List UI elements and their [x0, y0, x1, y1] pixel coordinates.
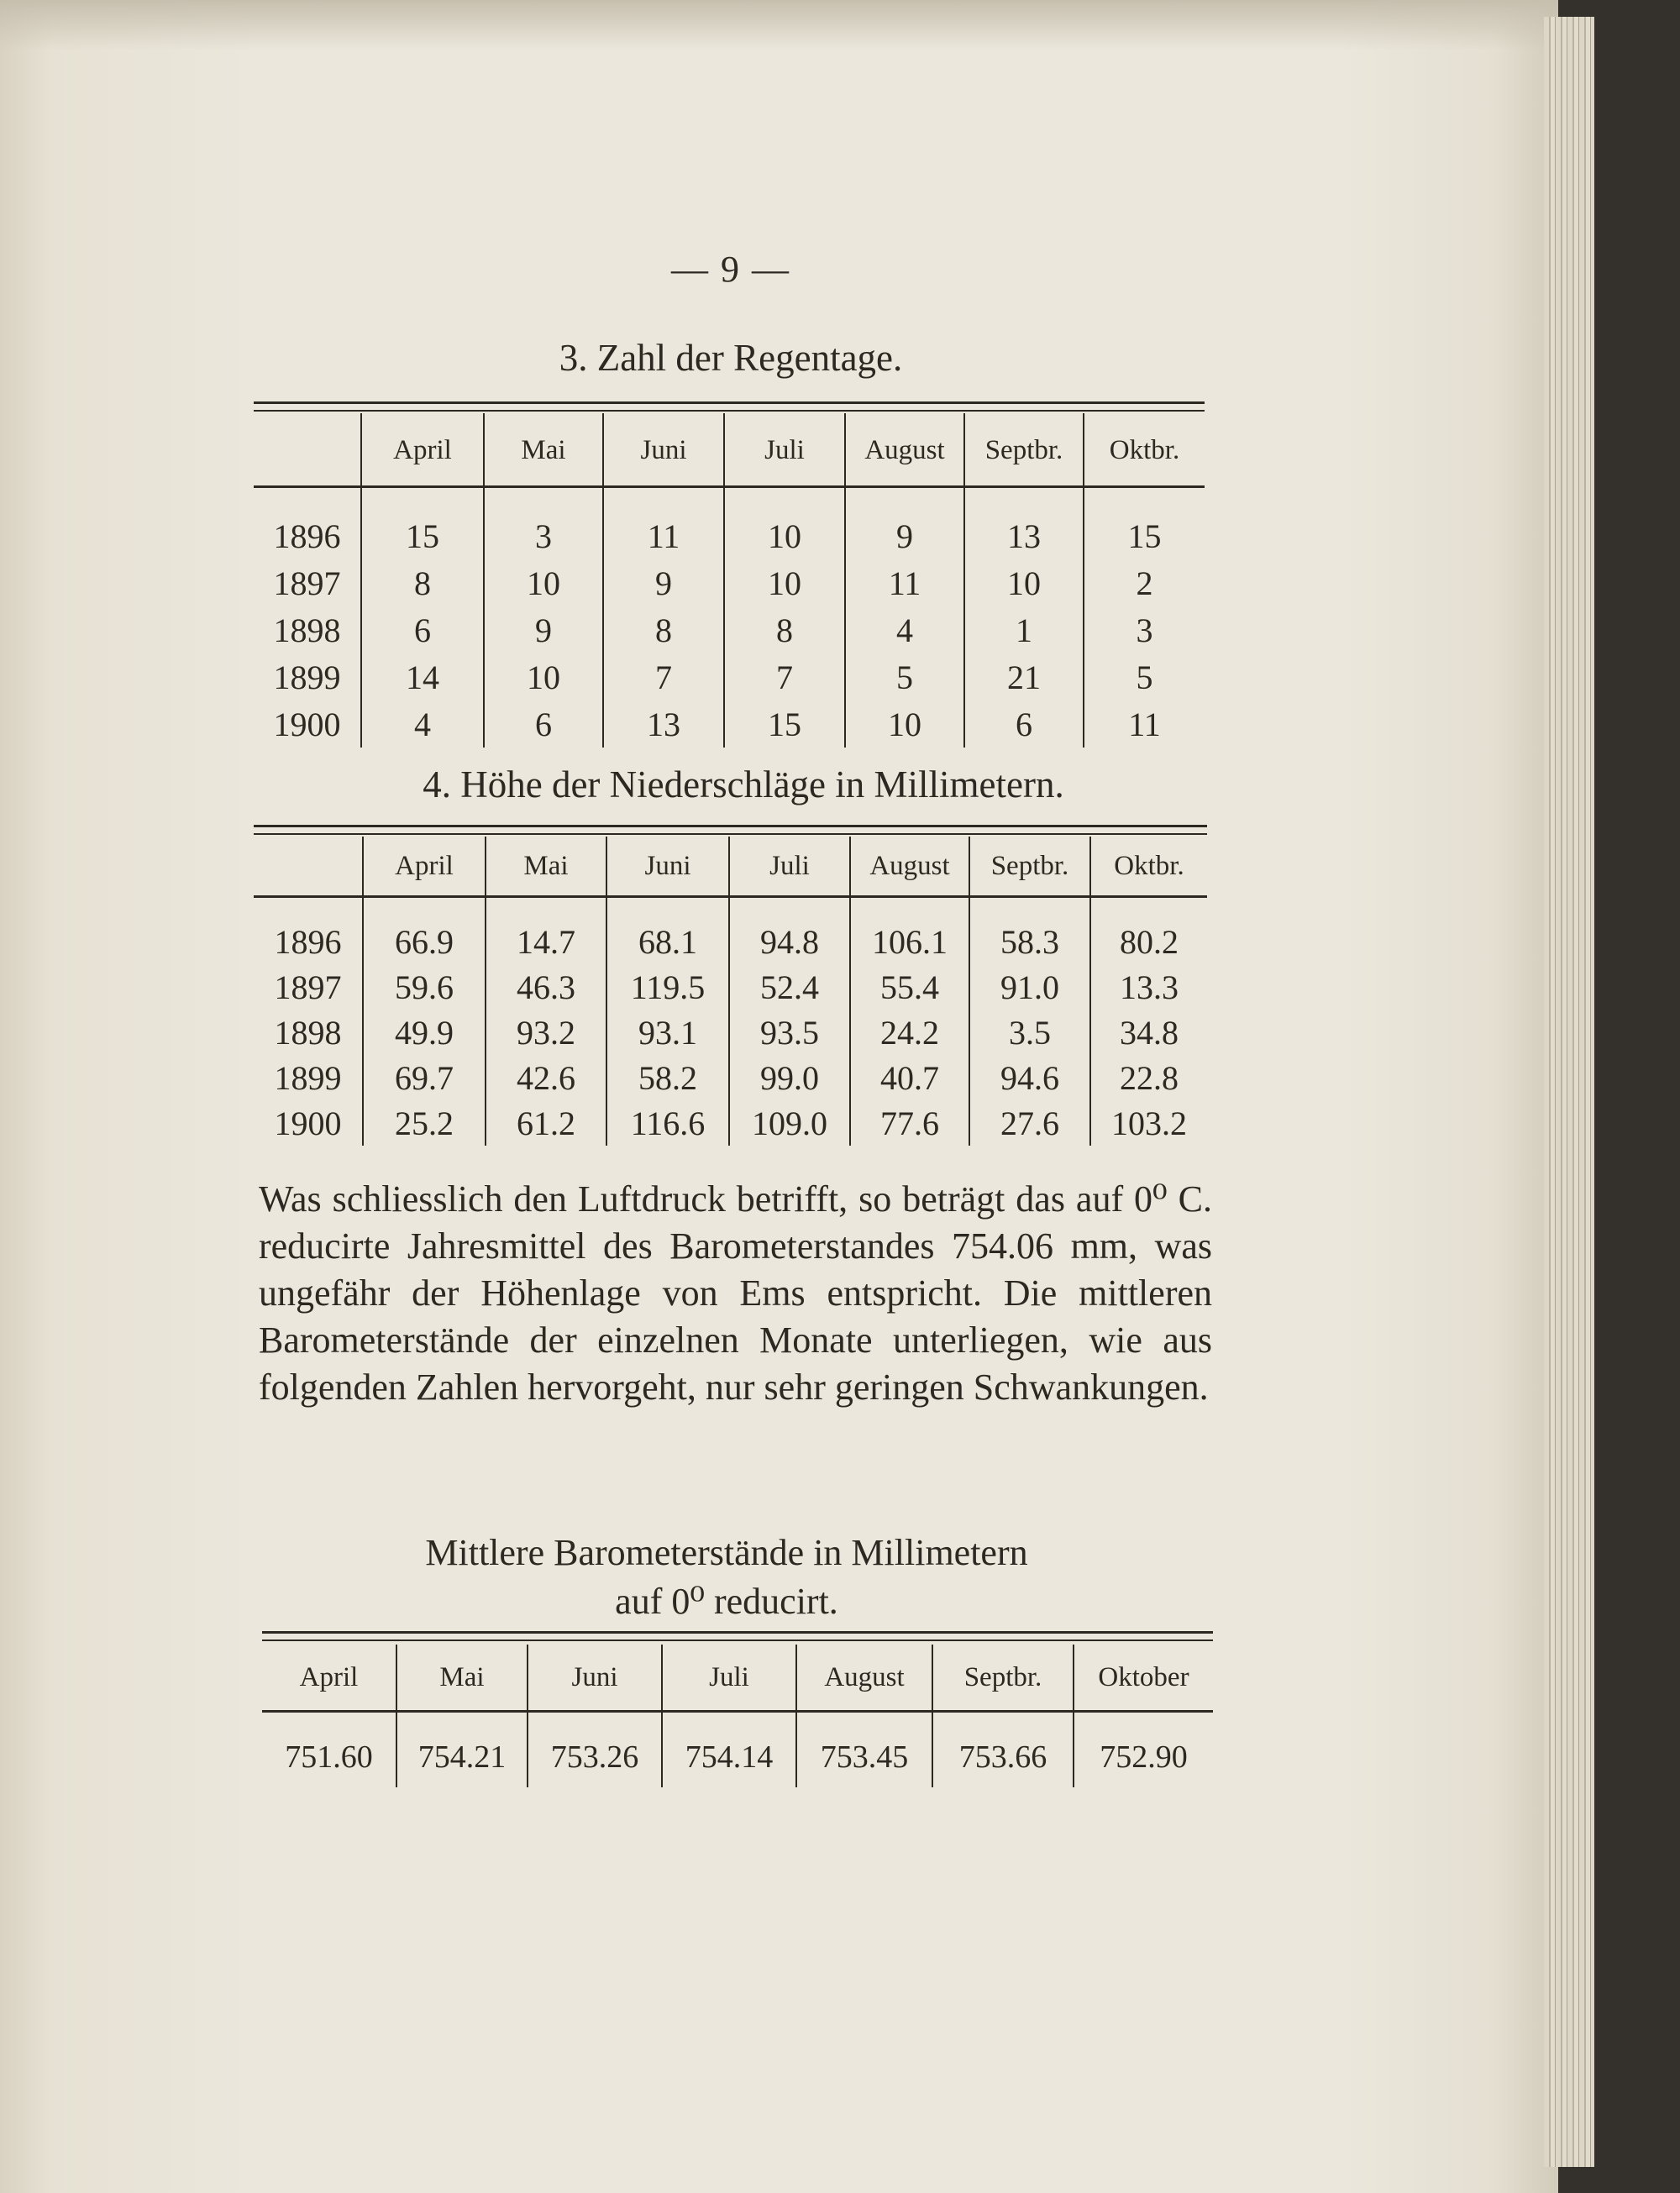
table5	[262, 1645, 1213, 1787]
table3-cell: 7	[724, 653, 845, 700]
table3	[254, 413, 1205, 748]
table3-year: 1897	[273, 564, 341, 602]
table3-cell: 1	[964, 606, 1084, 653]
table3-cell: 10	[724, 512, 845, 559]
table4-cell: 106.1	[850, 919, 969, 964]
table4-year: 1896	[274, 922, 342, 961]
table3-cell: 6	[361, 606, 484, 653]
table5-top-rule	[262, 1631, 1213, 1634]
table-row	[254, 700, 1205, 748]
table-row	[254, 1010, 1207, 1055]
table4-cell: 14.7	[486, 919, 606, 964]
table3-cell: 10	[484, 653, 603, 700]
table5-cell: 754.14	[662, 1727, 796, 1787]
table3-col-header: Mai	[484, 413, 603, 487]
table4-cell: 109.0	[729, 1100, 850, 1146]
table-row	[254, 653, 1205, 700]
table5-col-header: Juni	[528, 1645, 662, 1710]
table3-cell: 14	[361, 653, 484, 700]
table4-cell: 55.4	[850, 964, 969, 1010]
table3-cell: 9	[484, 606, 603, 653]
table3-cell: 15	[361, 512, 484, 559]
table4-col-header: Juni	[606, 837, 729, 895]
table3-year: 1896	[273, 517, 341, 555]
table4-cell: 58.3	[969, 919, 1090, 964]
table5-cell: 751.60	[285, 1739, 373, 1775]
table5-top-rule-thin	[262, 1640, 1213, 1641]
table4-cell: 69.7	[363, 1055, 486, 1100]
table3-cell: 11	[603, 512, 724, 559]
table3-cell: 13	[603, 700, 724, 748]
table4-col-header: August	[850, 837, 969, 895]
table3-cell: 7	[603, 653, 724, 700]
table4-cell: 13.3	[1090, 964, 1207, 1010]
table-row	[254, 559, 1205, 606]
table3-cell: 10	[845, 700, 964, 748]
table4-cell: 93.5	[729, 1010, 850, 1055]
table3-cell: 15	[724, 700, 845, 748]
table4-cell: 91.0	[969, 964, 1090, 1010]
table3-year: 1900	[273, 705, 341, 743]
page-shadow	[0, 0, 1558, 50]
table3-cell: 8	[361, 559, 484, 606]
table4-cell: 103.2	[1090, 1100, 1207, 1146]
table4-cell: 94.6	[969, 1055, 1090, 1100]
table3-cell: 5	[1084, 653, 1205, 700]
table4-cell: 66.9	[363, 919, 486, 964]
table3-col-header: August	[845, 413, 964, 487]
table-row	[254, 512, 1205, 559]
table4-year: 1899	[274, 1058, 342, 1097]
table-row	[254, 606, 1205, 653]
table-row	[254, 1100, 1207, 1146]
table5-col-header: August	[796, 1645, 932, 1710]
table3-top-rule-thin	[254, 410, 1205, 412]
table4-cell: 119.5	[606, 964, 729, 1010]
table4-cell: 22.8	[1090, 1055, 1207, 1100]
table-row	[254, 919, 1207, 964]
table4-cell: 94.8	[729, 919, 850, 964]
table3-cell: 10	[484, 559, 603, 606]
table3-cell: 9	[603, 559, 724, 606]
table4-col-header: April	[363, 837, 486, 895]
table3-cell: 3	[484, 512, 603, 559]
table3-top-rule	[254, 401, 1205, 404]
table3-cell: 3	[1084, 606, 1205, 653]
table3-year: 1898	[273, 611, 341, 649]
table4-cell: 68.1	[606, 919, 729, 964]
table4-cell: 58.2	[606, 1055, 729, 1100]
table3-cell: 8	[724, 606, 845, 653]
table3-col-header: April	[361, 413, 484, 487]
table5-title-line1: Mittlere Barometerstände in Millimetern	[425, 1532, 1028, 1573]
table4-cell: 34.8	[1090, 1010, 1207, 1055]
table4-cell: 93.2	[486, 1010, 606, 1055]
table3-cell: 13	[964, 512, 1084, 559]
table4-col-header: Septbr.	[969, 837, 1090, 895]
table3-cell: 10	[964, 559, 1084, 606]
table4-cell: 116.6	[606, 1100, 729, 1146]
table5-cell: 753.26	[528, 1727, 662, 1787]
table4-cell: 59.6	[363, 964, 486, 1010]
table3-cell: 10	[724, 559, 845, 606]
table5-cell: 752.90	[1074, 1727, 1213, 1787]
table3-title: 3. Zahl der Regentage.	[559, 337, 903, 379]
table4-col-header: Juli	[729, 837, 850, 895]
table4-top-rule-thin	[254, 833, 1207, 835]
table-row	[254, 964, 1207, 1010]
table4-cell: 80.2	[1090, 919, 1207, 964]
table3-year: 1899	[273, 658, 341, 696]
table3-cell: 6	[484, 700, 603, 748]
table4-header-row	[254, 837, 1207, 895]
table4-cell: 61.2	[486, 1100, 606, 1146]
table4-cell: 93.1	[606, 1010, 729, 1055]
table5-cell: 753.66	[932, 1727, 1074, 1787]
table3-cell: 5	[845, 653, 964, 700]
table4-cell: 77.6	[850, 1100, 969, 1146]
table4-cell: 99.0	[729, 1055, 850, 1100]
table5-cell: 754.21	[396, 1727, 528, 1787]
table4-year: 1898	[274, 1013, 342, 1052]
table-row	[254, 1055, 1207, 1100]
table3-cell: 11	[1084, 700, 1205, 748]
table3-cell: 11	[845, 559, 964, 606]
table3-cell: 21	[964, 653, 1084, 700]
table3-header-row	[254, 413, 1205, 487]
table4-cell: 25.2	[363, 1100, 486, 1146]
table5-header-row	[262, 1645, 1213, 1710]
table3-col-header: Juli	[724, 413, 845, 487]
table3-cell: 2	[1084, 559, 1205, 606]
body-paragraph: Was schliesslich den Luftdruck betrifft, so beträgt das auf 0⁰ C. reducirte Jahresmittel des Barometerstandes 754.06 mm, was ungefähr der Höhenlage von Ems entspricht. Die mittleren Barometerstände der einzelnen Monate unterliegen, wie aus folgenden Zahlen hervorgeht, nur sehr geringen Schwankungen.	[259, 1178, 1212, 1408]
table3-cell: 15	[1084, 512, 1205, 559]
page-number: — 9 —	[671, 249, 790, 290]
table4-title: 4. Höhe der Niederschläge in Millimetern.	[423, 763, 1064, 805]
table3-cell: 6	[964, 700, 1084, 748]
table4-cell: 3.5	[969, 1010, 1090, 1055]
table4-col-header: Mai	[486, 837, 606, 895]
table4-cell: 52.4	[729, 964, 850, 1010]
table5-title-line2: auf 0⁰ reducirt.	[615, 1581, 838, 1622]
table3-col-header: Septbr.	[964, 413, 1084, 487]
table5-col-header: Mai	[396, 1645, 528, 1710]
table4-cell: 27.6	[969, 1100, 1090, 1146]
table3-corner	[254, 413, 361, 487]
table3-col-header: Juni	[603, 413, 724, 487]
table4-col-header: Oktbr.	[1090, 837, 1207, 895]
table4-year: 1900	[274, 1104, 342, 1142]
table5-col-header: Oktober	[1074, 1645, 1213, 1710]
table-row	[262, 1727, 1213, 1787]
table5-cell: 753.45	[796, 1727, 932, 1787]
table4-cell: 40.7	[850, 1055, 969, 1100]
table4-top-rule	[254, 825, 1207, 827]
table4-corner	[254, 837, 363, 895]
table4-cell: 46.3	[486, 964, 606, 1010]
table5-col-header: April	[299, 1661, 359, 1692]
table4-cell: 49.9	[363, 1010, 486, 1055]
table3-cell: 9	[845, 512, 964, 559]
table4-cell: 42.6	[486, 1055, 606, 1100]
table5-col-header: Juli	[662, 1645, 796, 1710]
table3-cell: 4	[361, 700, 484, 748]
table4	[254, 837, 1207, 1146]
book-page-edges	[1544, 17, 1594, 2167]
table5-col-header: Septbr.	[932, 1645, 1074, 1710]
table3-cell: 8	[603, 606, 724, 653]
table4-year: 1897	[274, 968, 342, 1006]
table3-col-header: Oktbr.	[1084, 413, 1205, 487]
table4-cell: 24.2	[850, 1010, 969, 1055]
table3-cell: 4	[845, 606, 964, 653]
